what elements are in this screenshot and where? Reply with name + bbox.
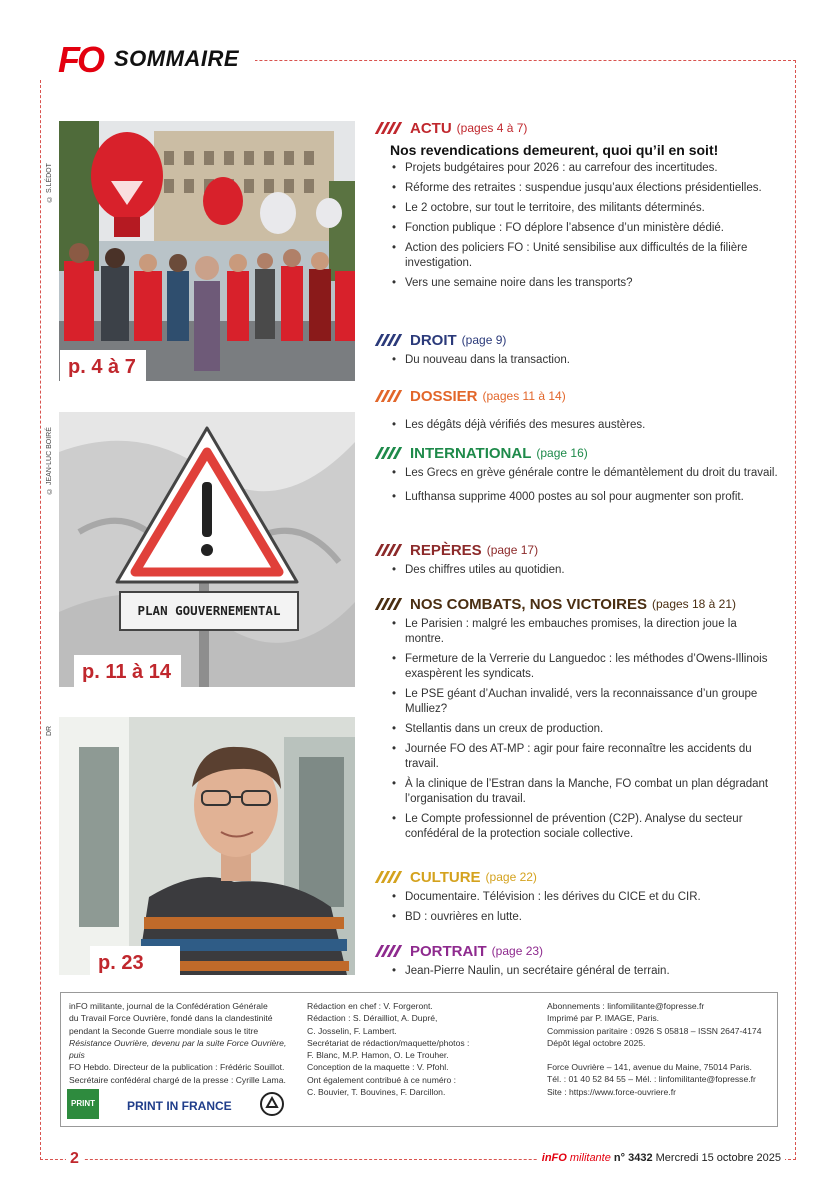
info-line: Rédaction : S. Dérailliot, A. Dupré, bbox=[307, 1013, 438, 1024]
slashes-icon bbox=[378, 544, 402, 556]
footer-brand: inFO bbox=[541, 1152, 567, 1164]
photo-credit: DR bbox=[46, 725, 53, 736]
fo-logo: FO bbox=[58, 39, 102, 80]
photo-portrait bbox=[59, 717, 355, 975]
info-line: Dépôt légal octobre 2025. bbox=[547, 1037, 646, 1048]
list-item: • Les dégâts déjà vérifiés des mesures austères. bbox=[392, 418, 778, 433]
section-international-header[interactable] bbox=[378, 443, 778, 463]
section-title: CULTURE bbox=[410, 868, 481, 886]
section-nos-combats bbox=[378, 594, 778, 847]
contact-info bbox=[547, 1000, 775, 1098]
list-item: • Lufthansa supprime 4000 postes au sol pour augmenter son profit. bbox=[392, 490, 778, 505]
section-pages: (pages 4 à 7) bbox=[456, 121, 528, 135]
list-item: • Le Compte professionnel de prévention (C2P). Analyse du secteur confédéral de la protection sociale collective. bbox=[392, 812, 778, 842]
info-line: Abonnements : linfomilitante@fopresse.fr bbox=[547, 1001, 705, 1011]
list-item: • Fonction publique : FO déplore l’absence d’un ministère dédié. bbox=[392, 221, 778, 236]
section-pages: (page 22) bbox=[485, 870, 537, 884]
photo-credit: © S.LÉDOT bbox=[46, 163, 53, 202]
illustration-warning-sign bbox=[59, 412, 355, 687]
info-line: FO Hebdo. Directeur de la publication : Frédéric Souillot. bbox=[69, 1062, 285, 1073]
photo-credit: © JEAN-LUC BOIRÉ bbox=[46, 427, 53, 494]
list-item: • Les Grecs en grève générale contre le démantèlement du droit du travail. bbox=[392, 466, 778, 481]
info-line: inFO militante, journal de la Confédération Générale bbox=[69, 1001, 268, 1011]
info-line bbox=[547, 1049, 775, 1061]
section-reperes bbox=[378, 540, 778, 583]
list-item: • À la clinique de l’Estran dans la Manche, FO combat un plan dégradant l’organisation du travail. bbox=[392, 777, 778, 807]
slashes-icon bbox=[378, 122, 402, 134]
list-item: • BD : ouvrières en lutte. bbox=[392, 910, 778, 925]
info-line: F. Blanc, M.P. Hamon, O. Le Trouher. bbox=[307, 1050, 449, 1061]
section-reperes-header[interactable] bbox=[378, 540, 778, 560]
info-line: Ont également contribué à ce numéro : bbox=[307, 1074, 457, 1085]
list-item: • Projets budgétaires pour 2026 : au carrefour des incertitudes. bbox=[392, 161, 778, 176]
sign-text: PLAN GOUVERNEMENTAL bbox=[137, 603, 281, 618]
section-title: PORTRAIT bbox=[410, 942, 487, 960]
list-item: • Documentaire. Télévision : les dérives du CICE et du CIR. bbox=[392, 890, 778, 905]
section-pages: (pages 11 à 14) bbox=[482, 389, 566, 403]
section-title: NOS COMBATS, NOS VICTOIRES bbox=[410, 595, 647, 613]
section-dossier-header[interactable] bbox=[378, 386, 778, 406]
list-item: • Réforme des retraites : suspendue jusqu’aux élections présidentielles. bbox=[392, 181, 778, 196]
section-portrait bbox=[378, 941, 778, 984]
slashes-icon bbox=[378, 334, 402, 346]
photo-demonstration bbox=[59, 121, 355, 381]
info-line: Commission paritaire : 0926 S 05818 – ISSN 2647-4174 bbox=[547, 1025, 762, 1036]
section-pages: (pages 18 à 21) bbox=[651, 597, 737, 611]
list-item: • Le 2 octobre, sur tout le territoire, des militants déterminés. bbox=[392, 201, 778, 216]
section-dossier bbox=[378, 386, 778, 438]
info-line: Tél. : 01 40 52 84 55 – Mél. : linfomilitante@fopresse.fr bbox=[547, 1074, 756, 1085]
page-label-dossier: p. 11 à 14 bbox=[74, 655, 181, 688]
list-item: • Jean-Pierre Naulin, un secrétaire général de terrain. bbox=[392, 964, 778, 979]
slashes-icon bbox=[378, 945, 402, 957]
section-title: ACTU bbox=[410, 119, 452, 137]
footer-brand-sub: militante bbox=[569, 1152, 611, 1164]
info-line: C. Bouvier, T. Bouvines, F. Darcillon. bbox=[307, 1087, 446, 1098]
section-title: DROIT bbox=[410, 331, 457, 349]
section-nos-combats-header[interactable] bbox=[378, 594, 778, 614]
slashes-icon bbox=[378, 390, 402, 402]
print-logo: PRINT bbox=[67, 1089, 99, 1119]
list-item: • Journée FO des AT-MP : agir pour faire reconnaître les accidents du travail. bbox=[392, 742, 778, 772]
info-line: Secrétariat de rédaction/maquette/photos : bbox=[307, 1037, 470, 1048]
recycle-icon bbox=[259, 1091, 285, 1117]
list-item: • Vers une semaine noire dans les transports? bbox=[392, 276, 778, 291]
section-pages: (page 9) bbox=[461, 333, 507, 347]
page-label-actu: p. 4 à 7 bbox=[60, 350, 146, 383]
info-line: pendant la Seconde Guerre mondiale sous le titre bbox=[69, 1025, 259, 1036]
issue-date: Mercredi 15 octobre 2025 bbox=[655, 1152, 781, 1164]
section-actu-header[interactable] bbox=[378, 118, 778, 138]
info-line: Résistance Ouvrière, devenu par la suite Force Ouvrière, puis bbox=[69, 1037, 287, 1061]
section-culture-header[interactable] bbox=[378, 867, 778, 887]
slashes-icon bbox=[378, 447, 402, 459]
section-title: DOSSIER bbox=[410, 387, 478, 405]
print-in-france-logo: PRINT IN FRANCE bbox=[127, 1099, 232, 1113]
section-droit bbox=[378, 330, 778, 373]
section-pages: (page 17) bbox=[486, 543, 539, 557]
info-line: Rédaction en chef : V. Forgeront. bbox=[307, 1001, 433, 1011]
section-pages: (page 16) bbox=[536, 446, 588, 460]
section-pages: (page 23) bbox=[491, 944, 544, 958]
page-title: SOMMAIRE bbox=[114, 46, 239, 71]
section-title: REPÈRES bbox=[410, 541, 482, 559]
list-item: • Action des policiers FO : Unité sensibilise aux difficultés de la filière investigation. bbox=[392, 241, 778, 271]
page-number: 2 bbox=[66, 1150, 83, 1168]
section-droit-header[interactable] bbox=[378, 330, 778, 350]
publication-info-box bbox=[60, 992, 778, 1127]
info-line: Secrétaire confédéral chargé de la presse : Cyrille Lama. bbox=[69, 1074, 286, 1085]
section-portrait-header[interactable] bbox=[378, 941, 778, 961]
section-title: INTERNATIONAL bbox=[410, 444, 532, 462]
section-international bbox=[378, 443, 778, 510]
list-item: • Des chiffres utiles au quotidien. bbox=[392, 563, 778, 578]
list-item: • Du nouveau dans la transaction. bbox=[392, 353, 778, 368]
publication-description bbox=[69, 1000, 299, 1086]
list-item: • Le PSE géant d’Auchan invalidé, vers la reconnaissance d’un groupe Mulliez? bbox=[392, 687, 778, 717]
info-line: du Travail Force Ouvrière, fondé dans la clandestinité bbox=[69, 1013, 273, 1024]
editorial-staff bbox=[307, 1000, 537, 1098]
info-line: Site : https://www.force-ouvriere.fr bbox=[547, 1086, 676, 1097]
section-headline: Nos revendications demeurent, quoi qu’il en soit! bbox=[390, 142, 719, 158]
info-line: Conception de la maquette : V. Pfohl. bbox=[307, 1062, 449, 1073]
issue-number: n° 3432 bbox=[613, 1152, 653, 1164]
info-line: Imprimé par P. IMAGE, Paris. bbox=[547, 1013, 660, 1024]
footer-issue bbox=[538, 1152, 785, 1164]
section-culture bbox=[378, 867, 778, 930]
section-actu bbox=[378, 118, 778, 296]
info-line: Force Ouvrière – 141, avenue du Maine, 75014 Paris. bbox=[547, 1062, 752, 1073]
list-item: • Fermeture de la Verrerie du Languedoc : les méthodes d’Owens-Illinois exaspèrent les syndicats. bbox=[392, 652, 778, 682]
list-item: • Le Parisien : malgré les embauches promises, la direction joue la montre. bbox=[392, 617, 778, 647]
slashes-icon bbox=[378, 598, 402, 610]
slashes-icon bbox=[378, 871, 402, 883]
list-item: • Stellantis dans un creux de production. bbox=[392, 722, 778, 737]
page-label-portrait: p. 23 bbox=[90, 946, 180, 979]
info-line: C. Josselin, F. Lambert. bbox=[307, 1025, 397, 1036]
